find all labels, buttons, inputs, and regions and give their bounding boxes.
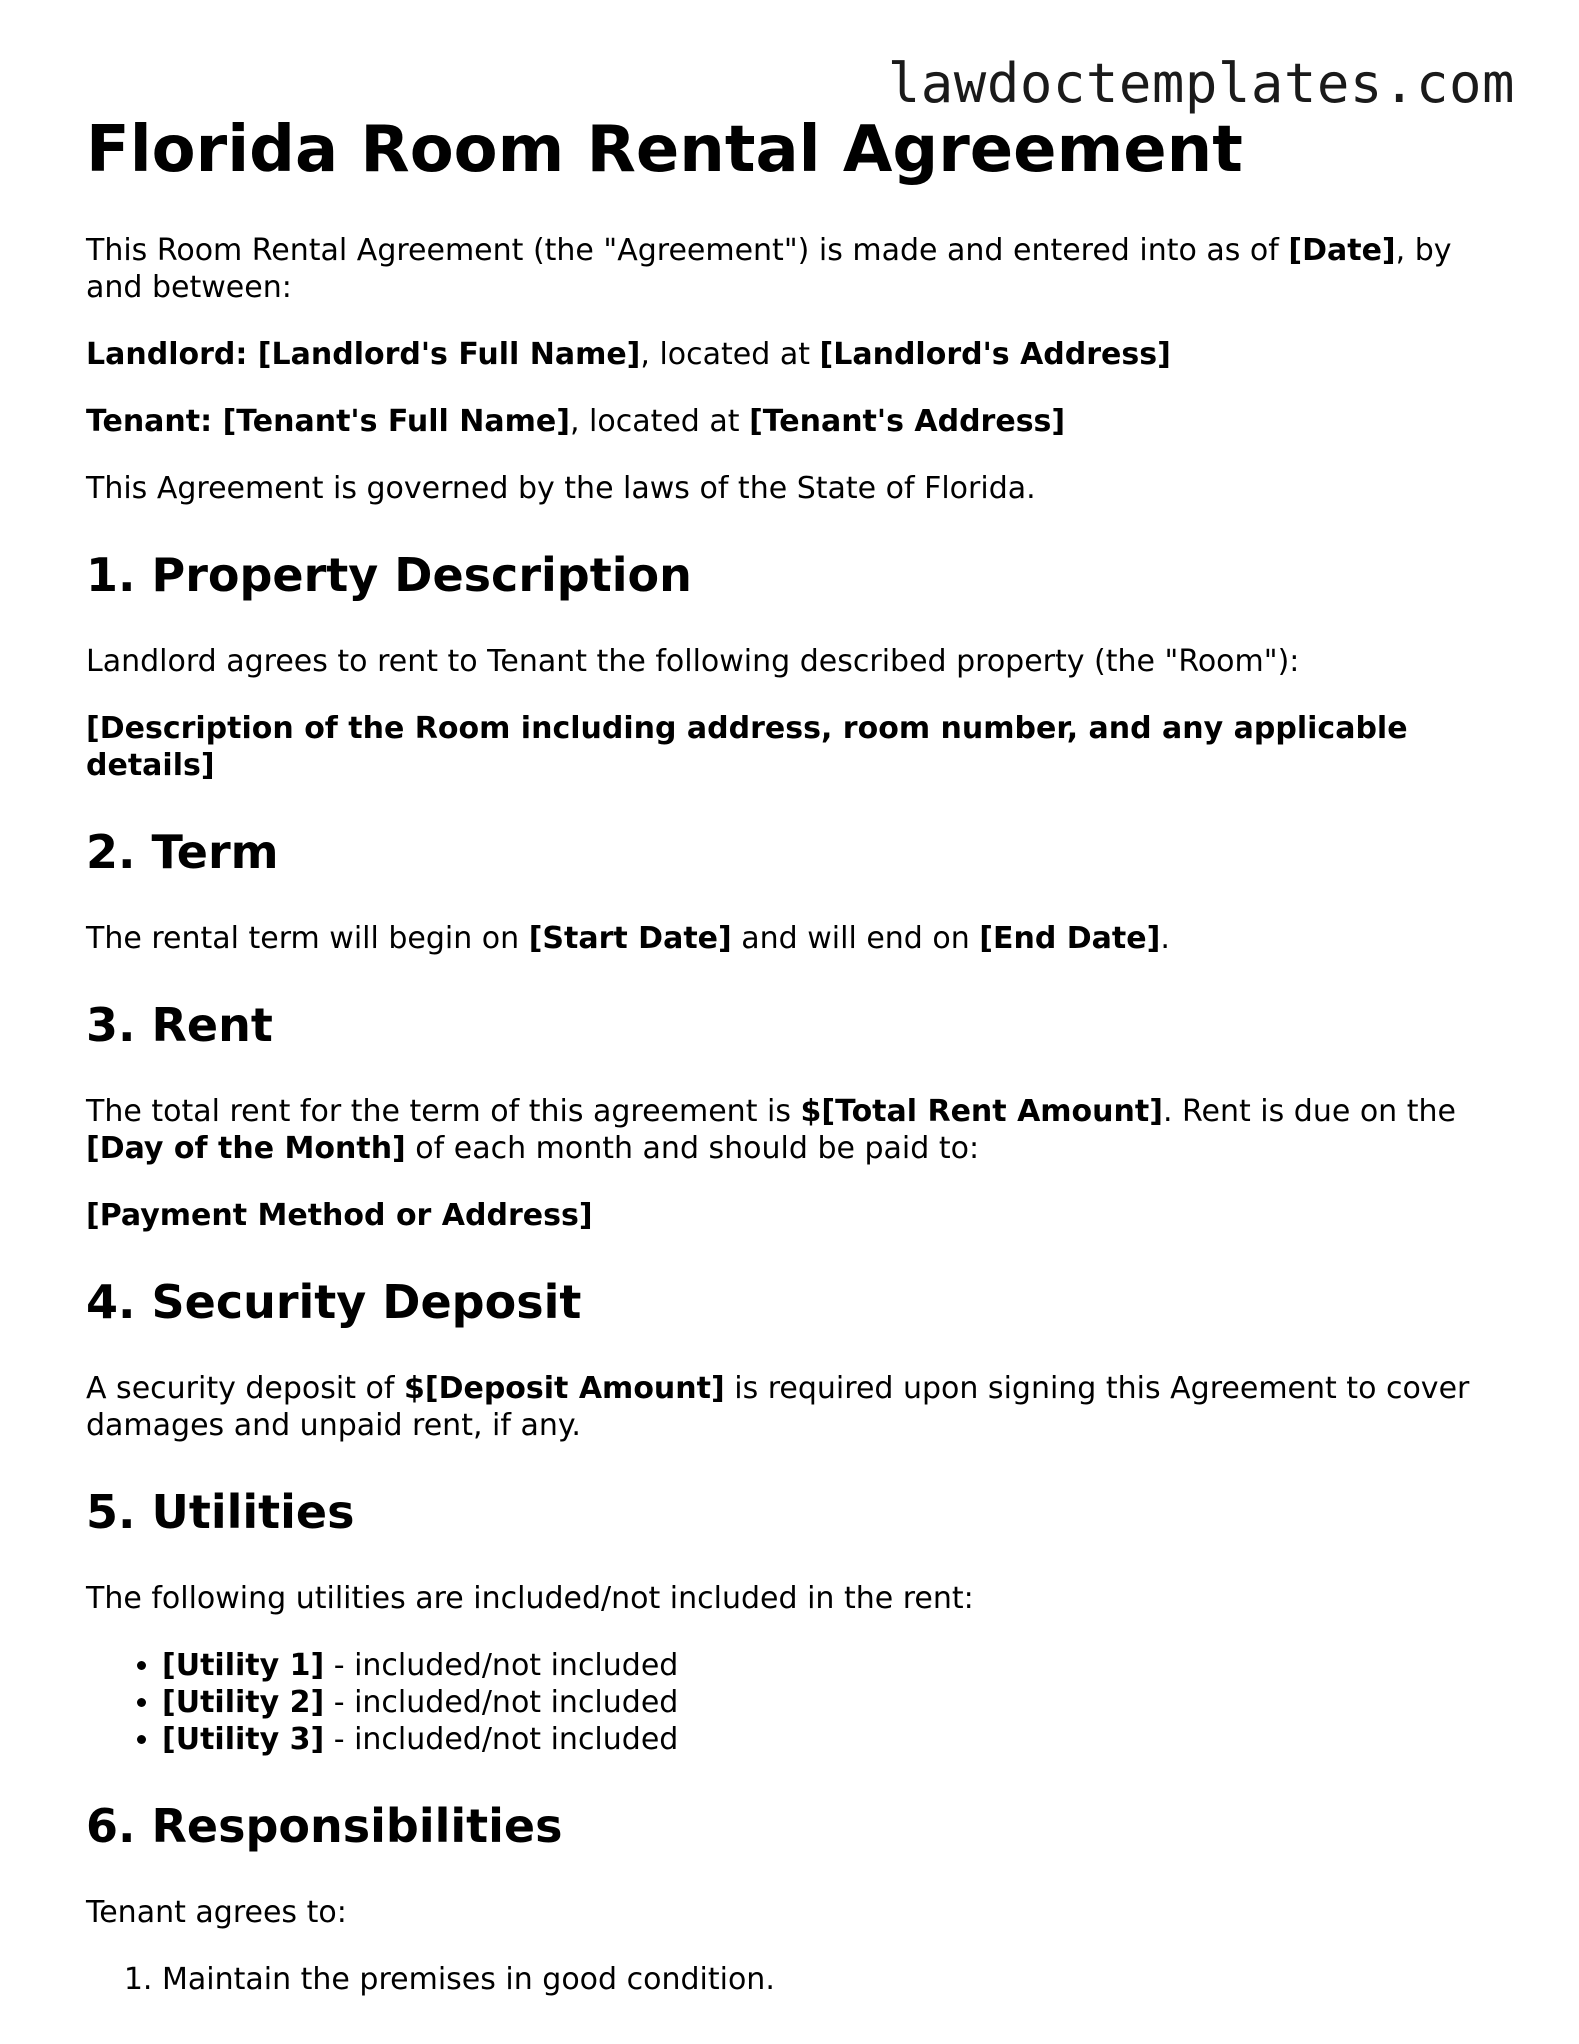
rent-amount-placeholder: $[Total Rent Amount] bbox=[800, 1094, 1163, 1129]
utilities-text: The following utilities are included/not included in the rent: bbox=[86, 1581, 974, 1616]
tenant-line: Tenant: [Tenant's Full Name], located at [Tenant's Address] bbox=[86, 404, 1066, 439]
governing-law: This Agreement is governed by the laws of the State of Florida. bbox=[86, 471, 1036, 506]
section-heading-rent: 3. Rent bbox=[86, 998, 273, 1052]
deposit-amount-placeholder: $[Deposit Amount] bbox=[404, 1371, 725, 1406]
section-heading-property: 1. Property Description bbox=[86, 548, 692, 602]
section-heading-deposit: 4. Security Deposit bbox=[86, 1275, 582, 1329]
tenant-address-placeholder: [Tenant's Address] bbox=[749, 404, 1066, 439]
list-item: • [Utility 2] - included/not included bbox=[162, 1684, 1496, 1721]
landlord-line: Landlord: [Landlord's Full Name], located at [Landlord's Address] bbox=[86, 337, 1171, 372]
landlord-address-placeholder: [Landlord's Address] bbox=[819, 337, 1171, 372]
date-placeholder: [Date] bbox=[1288, 233, 1396, 268]
list-item: • [Utility 3] - included/not included bbox=[162, 1721, 1496, 1758]
document-body bbox=[86, 112, 1496, 2038]
intro-paragraph: This Room Rental Agreement (the "Agreement") is made and entered into as of [Date], by and between: bbox=[86, 233, 1452, 305]
rent-day-placeholder: [Day of the Month] bbox=[86, 1131, 406, 1166]
responsibilities-text: Tenant agrees to: bbox=[86, 1895, 347, 1930]
document-title: Florida Room Rental Agreement bbox=[86, 113, 1243, 187]
landlord-name-placeholder: Landlord: [Landlord's Full Name] bbox=[86, 337, 641, 372]
property-placeholder: [Description of the Room including address, room number, and any applicable details] bbox=[86, 711, 1408, 783]
property-text: Landlord agrees to rent to Tenant the following described property (the "Room"): bbox=[86, 644, 1300, 679]
rent-text: The total rent for the term of this agreement is $[Total Rent Amount]. Rent is due on the [Day of the Month] of each month and should be paid to: bbox=[86, 1094, 1456, 1166]
deposit-text: A security deposit of $[Deposit Amount] is required upon signing this Agreement to cover damages and unpaid rent, if any. bbox=[86, 1371, 1470, 1443]
utilities-list bbox=[86, 1647, 1496, 1758]
term-text: The rental term will begin on [Start Date] and will end on [End Date]. bbox=[86, 921, 1170, 956]
payment-placeholder: [Payment Method or Address] bbox=[86, 1198, 593, 1233]
end-date-placeholder: [End Date] bbox=[979, 921, 1161, 956]
section-heading-utilities: 5. Utilities bbox=[86, 1485, 355, 1539]
start-date-placeholder: [Start Date] bbox=[528, 921, 732, 956]
section-heading-responsibilities: 6. Responsibilities bbox=[86, 1799, 563, 1853]
responsibilities-list bbox=[86, 1961, 1496, 1998]
section-heading-term: 2. Term bbox=[86, 825, 279, 879]
watermark-domain: lawdoctemplates.com bbox=[887, 52, 1515, 115]
list-item: • [Utility 1] - included/not included bbox=[162, 1647, 1496, 1684]
list-item: 1. Maintain the premises in good condition. bbox=[162, 1961, 1496, 1998]
tenant-name-placeholder: Tenant: [Tenant's Full Name] bbox=[86, 404, 570, 439]
